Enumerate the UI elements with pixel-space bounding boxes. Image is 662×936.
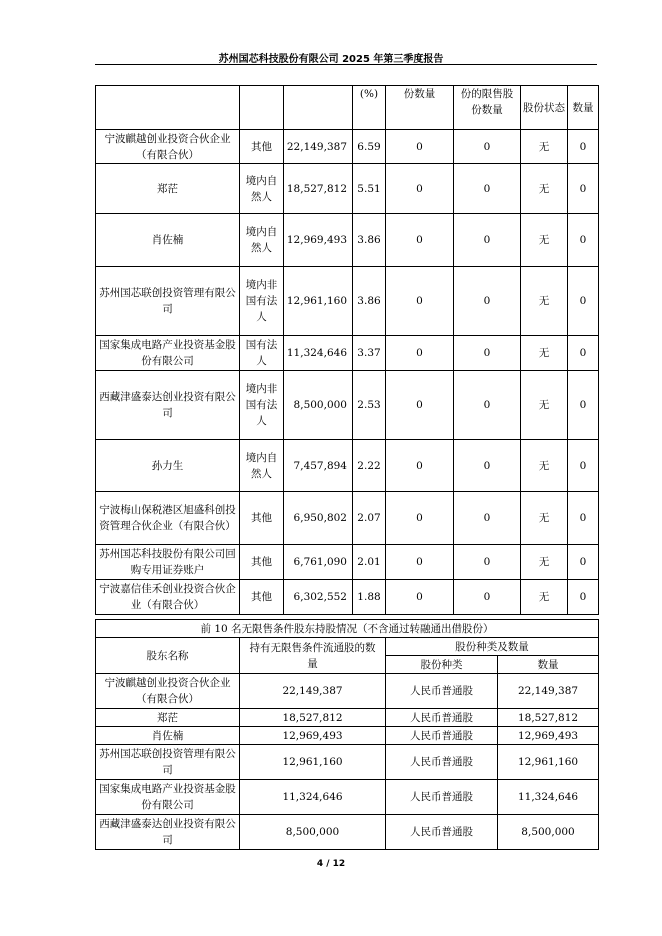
shares-held: 11,324,646 — [284, 336, 353, 371]
shares-held: 12,969,493 — [284, 214, 353, 267]
header-cell: 份数量 — [386, 86, 454, 130]
share-class-qty: 8,500,000 — [498, 815, 599, 850]
restricted-incl-lend: 0 — [454, 492, 521, 545]
holding-pct: 5.51 — [353, 164, 386, 214]
shares-held: 6,761,090 — [284, 545, 353, 580]
pledge-status: 无 — [521, 164, 568, 214]
section-title: 前 10 名无限售条件股东持股情况（不含通过转融通出借股份） — [96, 620, 599, 638]
unrestricted-shares: 18,527,812 — [240, 709, 386, 727]
shareholder-name: 苏州国芯联创投资管理有限公司 — [96, 745, 240, 780]
shareholder-name: 宁波梅山保税港区旭盛科创投资管理合伙企业（有限合伙） — [96, 492, 240, 545]
header-cell — [240, 86, 284, 130]
restricted-shares: 0 — [386, 267, 454, 336]
page-number: 4 / 12 — [316, 859, 346, 869]
shares-held: 18,527,812 — [284, 164, 353, 214]
shareholder-name: 肖佐楠 — [96, 727, 240, 745]
share-class: 人民币普通股 — [386, 815, 498, 850]
pledge-qty: 0 — [568, 371, 599, 440]
share-class: 人民币普通股 — [386, 727, 498, 745]
restricted-incl-lend: 0 — [454, 580, 521, 615]
holding-pct: 2.07 — [353, 492, 386, 545]
share-class: 人民币普通股 — [386, 674, 498, 709]
header-cell: 数量 — [568, 86, 599, 130]
shareholder-name: 西藏津盛泰达创业投资有限公司 — [96, 371, 240, 440]
shareholder-name: 苏州国芯科技股份有限公司回购专用证券账户 — [96, 545, 240, 580]
restricted-shares: 0 — [386, 492, 454, 545]
shareholder-type: 境内自然人 — [240, 214, 284, 267]
report-header: 苏州国芯科技股份有限公司 2025 年第三季度报告 — [218, 54, 444, 65]
restricted-shares: 0 — [386, 545, 454, 580]
restricted-shares: 0 — [386, 371, 454, 440]
share-class-qty: 11,324,646 — [498, 780, 599, 815]
holding-pct: 2.01 — [353, 545, 386, 580]
pledge-status: 无 — [521, 545, 568, 580]
pledge-status: 无 — [521, 440, 568, 492]
restricted-incl-lend: 0 — [454, 440, 521, 492]
share-class-qty: 12,961,160 — [498, 745, 599, 780]
unrestricted-shares: 8,500,000 — [240, 815, 386, 850]
header-cell: 数量 — [498, 656, 599, 674]
shareholder-type: 其他 — [240, 492, 284, 545]
share-class: 人民币普通股 — [386, 709, 498, 727]
table-row — [96, 780, 599, 815]
restricted-incl-lend: 0 — [454, 336, 521, 371]
header-cell: 股份种类 — [386, 656, 498, 674]
shares-held: 12,961,160 — [284, 267, 353, 336]
holding-pct: 3.86 — [353, 214, 386, 267]
share-class-qty: 22,149,387 — [498, 674, 599, 709]
pledge-status: 无 — [521, 267, 568, 336]
header-cell: (%) — [353, 86, 386, 130]
shareholder-name: 肖佐楠 — [96, 214, 240, 267]
top10-shareholders-table — [95, 85, 599, 615]
pledge-status: 无 — [521, 492, 568, 545]
restricted-shares: 0 — [386, 336, 454, 371]
restricted-shares: 0 — [386, 440, 454, 492]
header-cell — [284, 86, 353, 130]
pledge-qty: 0 — [568, 440, 599, 492]
pledge-qty: 0 — [568, 214, 599, 267]
header-cell: 股东名称 — [96, 638, 240, 674]
unrestricted-shares: 11,324,646 — [240, 780, 386, 815]
table-row — [96, 164, 599, 214]
pledge-qty: 0 — [568, 336, 599, 371]
pledge-status: 无 — [521, 130, 568, 164]
shares-held: 7,457,894 — [284, 440, 353, 492]
pledge-qty: 0 — [568, 130, 599, 164]
share-class: 人民币普通股 — [386, 780, 498, 815]
holding-pct: 2.22 — [353, 440, 386, 492]
table-row — [96, 674, 599, 709]
table-row — [96, 727, 599, 745]
shareholder-name: 苏州国芯联创投资管理有限公司 — [96, 267, 240, 336]
shareholder-name: 郑茫 — [96, 709, 240, 727]
header-cell: 份的限售股份数量 — [454, 86, 521, 130]
holding-pct: 1.88 — [353, 580, 386, 615]
restricted-incl-lend: 0 — [454, 371, 521, 440]
table-row — [96, 492, 599, 545]
table-header-row — [96, 86, 599, 130]
restricted-shares: 0 — [386, 130, 454, 164]
shareholder-type: 其他 — [240, 580, 284, 615]
holding-pct: 6.59 — [353, 130, 386, 164]
header-cell: 股份状态 — [521, 86, 568, 130]
restricted-shares: 0 — [386, 164, 454, 214]
pledge-status: 无 — [521, 336, 568, 371]
section-title-row — [96, 620, 599, 638]
table-row — [96, 130, 599, 164]
table-row — [96, 214, 599, 267]
shareholder-type: 国有法人 — [240, 336, 284, 371]
shareholder-name: 宁波麒越创业投资合伙企业（有限合伙） — [96, 674, 240, 709]
shareholder-name: 宁波嘉信佳禾创业投资合伙企业（有限合伙） — [96, 580, 240, 615]
table-row — [96, 440, 599, 492]
restricted-incl-lend: 0 — [454, 164, 521, 214]
pledge-qty: 0 — [568, 492, 599, 545]
shares-held: 8,500,000 — [284, 371, 353, 440]
top10-unrestricted-table — [95, 619, 599, 850]
table-row — [96, 267, 599, 336]
holding-pct: 2.53 — [353, 371, 386, 440]
shares-held: 6,302,552 — [284, 580, 353, 615]
table-row — [96, 336, 599, 371]
share-class-qty: 18,527,812 — [498, 709, 599, 727]
table-row — [96, 815, 599, 850]
pledge-status: 无 — [521, 214, 568, 267]
unrestricted-shares: 12,961,160 — [240, 745, 386, 780]
holding-pct: 3.86 — [353, 267, 386, 336]
shares-held: 22,149,387 — [284, 130, 353, 164]
table-row — [96, 745, 599, 780]
shareholder-type: 境内非国有法人 — [240, 267, 284, 336]
restricted-shares: 0 — [386, 214, 454, 267]
share-class-qty: 12,969,493 — [498, 727, 599, 745]
pledge-qty: 0 — [568, 545, 599, 580]
shares-held: 6,950,802 — [284, 492, 353, 545]
pledge-status: 无 — [521, 580, 568, 615]
header-divider — [95, 64, 597, 65]
shareholder-type: 其他 — [240, 545, 284, 580]
restricted-incl-lend: 0 — [454, 267, 521, 336]
shareholder-type: 境内自然人 — [240, 164, 284, 214]
shareholder-name: 郑茫 — [96, 164, 240, 214]
shareholder-type: 境内非国有法人 — [240, 371, 284, 440]
unrestricted-shares: 22,149,387 — [240, 674, 386, 709]
header-cell: 股份种类及数量 — [386, 638, 599, 656]
pledge-qty: 0 — [568, 267, 599, 336]
restricted-incl-lend: 0 — [454, 130, 521, 164]
pledge-qty: 0 — [568, 164, 599, 214]
pledge-qty: 0 — [568, 580, 599, 615]
restricted-incl-lend: 0 — [454, 214, 521, 267]
holding-pct: 3.37 — [353, 336, 386, 371]
share-class: 人民币普通股 — [386, 745, 498, 780]
table-row — [96, 580, 599, 615]
shareholder-name: 西藏津盛泰达创业投资有限公司 — [96, 815, 240, 850]
restricted-incl-lend: 0 — [454, 545, 521, 580]
table-row — [96, 709, 599, 727]
table-row — [96, 371, 599, 440]
shareholder-name: 国家集成电路产业投资基金股份有限公司 — [96, 336, 240, 371]
table-row — [96, 545, 599, 580]
shareholder-type: 其他 — [240, 130, 284, 164]
pledge-status: 无 — [521, 371, 568, 440]
restricted-shares: 0 — [386, 580, 454, 615]
shareholder-name: 宁波麒越创业投资合伙企业（有限合伙） — [96, 130, 240, 164]
shareholder-type: 境内自然人 — [240, 440, 284, 492]
shareholder-name: 孙力生 — [96, 440, 240, 492]
table-header-row — [96, 638, 599, 656]
unrestricted-shares: 12,969,493 — [240, 727, 386, 745]
shareholder-name: 国家集成电路产业投资基金股份有限公司 — [96, 780, 240, 815]
header-cell: 持有无限售条件流通股的数量 — [240, 638, 386, 674]
header-cell — [96, 86, 240, 130]
